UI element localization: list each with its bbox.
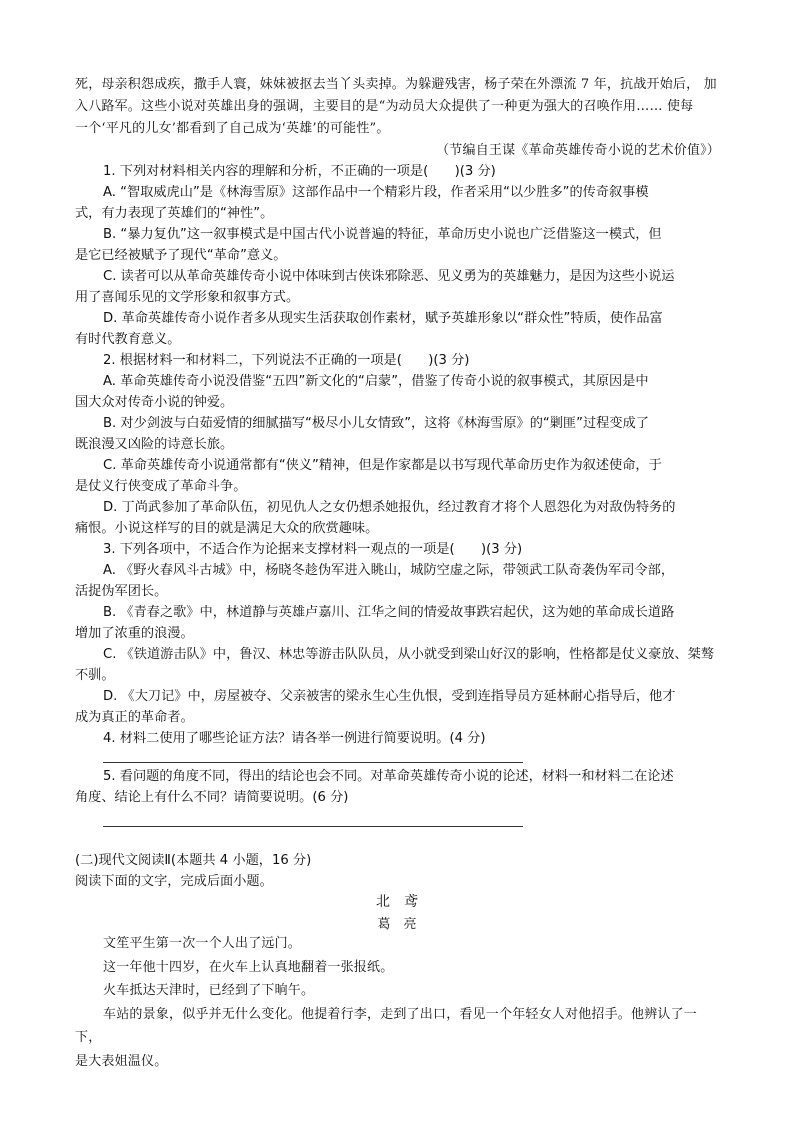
question-4-stem: 4. 材料二使用了哪些论证方法？请各举一例进行简要说明。(4 分) [103,731,486,746]
q1-option-c-cont: 用了喜闻乐见的文学形象和叙事方式。 [75,290,300,305]
section-2-instruction: 阅读下面的文字，完成后面小题。 [75,874,273,889]
question-5-stem-cont: 角度、结论上有什么不同？请简要说明。(6 分) [75,790,349,805]
excerpt-passage [75,74,720,162]
excerpt-source: （节编自王谋《革命英雄传奇小说的艺术价值》） [436,143,720,158]
passage-title: 北 鸢 [376,894,418,910]
passage-paragraph: 火车抵达天津时，已经到了下晌午。 [103,983,315,998]
question-5-stem: 5. 看问题的角度不同，得出的结论也会不同。对革命英雄传奇小说的论述，材料一和材料二在论述 [103,769,674,784]
question-1-stem: 1. 下列对材料相关内容的理解和分析，不正确的一项是( )(3 分) [103,164,496,179]
question-block [75,161,720,749]
q1-option-b: B. “暴力复仇”这一叙事模式是中国古代小说普遍的特征，革命历史小说也广泛借鉴这一模式，但 [103,227,662,242]
q2-option-b: B. 对少剑波与白茹爱情的细腻描写“极尽小儿女情致”，这将《林海雪原》的“剿匪”过程变成了 [103,416,649,431]
q1-option-d: D. 革命英雄传奇小说作者多从现实生活获取创作素材，赋予英雄形象以“群众性”特质，使作品富 [103,311,663,326]
q1-option-a: A. “智取威虎山”是《林海雪原》这部作品中一个精彩片段，作者采用“以少胜多”的传奇叙事模 [103,185,649,200]
question-2-stem: 2. 根据材料一和材料二，下列说法不正确的一项是( )(3 分) [103,353,470,368]
q1-option-d-cont: 有时代教育意义。 [75,332,181,347]
q2-option-a: A. 革命英雄传奇小说没借鉴“五四”新文化的“启蒙”，借鉴了传奇小说的叙事模式，其原因是中 [103,374,649,389]
q3-option-a-cont: 活捉伪军团长。 [75,584,168,599]
excerpt-line: 入八路军。这些小说对英雄出身的强调，主要目的是“为动员大众提供了一种更为强大的召唤作用…… 使每 [75,99,694,114]
q2-option-b-cont: 既浪漫又凶险的诗意长旅。 [75,437,234,452]
passage-paragraph-cont: 是大表姐温仪。 [75,1053,168,1069]
q3-option-c: C. 《铁道游击队》中，鲁汉、林忠等游击队队员，从小就受到梁山好汉的影响，性格都是仗义豪放、桀骜 [103,647,715,662]
passage-paragraph: 这一年他十四岁，在火车上认真地翻着一张报纸。 [103,959,394,975]
passage-author: 葛 亮 [377,917,417,932]
section-2-header [75,850,720,892]
excerpt-line: 死，母亲积怨成疾，撒手人寰，妹妹被抠去当丫头卖掉。为躲避残害，杨子荣在外漂流 7 年，抗战开始后， 加 [75,77,717,92]
q2-option-d-cont: 痛恨。小说这样写的目的就是满足大众的欣赏趣味。 [75,521,379,536]
q2-option-d: D. 丁尚武参加了革命队伍，初见仇人之女仍想杀她报仇，经过教育才将个人恩怨化为对敌伪特务的 [103,500,676,515]
q3-option-a: A. 《野火春风斗古城》中，杨晓冬趁伪军进入眺山，城防空虚之际，带领武工队奇袭伪军司令部， [103,563,675,578]
q3-option-b: B. 《青春之歌》中，林道静与英雄卢嘉川、江华之间的情爱故事跌宕起伏，这为她的革命成长道路 [103,605,675,620]
question-3-stem: 3. 下列各项中，不适合作为论据来支撑材料一观点的一项是( )(3 分) [103,542,523,557]
q2-option-c: C. 革命英雄传奇小说通常都有“侠义”精神，但是作家都是以书写现代革命历史作为叙述使命，于 [103,458,662,473]
answer-line-q5[interactable] [103,826,523,827]
q3-option-d-cont: 成为真正的革命者。 [75,710,194,725]
answer-line-q4[interactable] [103,762,523,763]
q1-option-b-cont: 是它已经被赋予了现代“革命”意义。 [75,248,287,263]
excerpt-line: 一个‘平凡的儿女’都看到了自己成为‘英雄’的可能性”。 [75,121,390,136]
passage-paragraph: 车站的景象，似乎并无什么变化。他提着行李，走到了出口，看见一个年轻女人对他招手。他辨认了一下， [75,1006,698,1045]
q1-option-c: C. 读者可以从革命英雄传奇小说中体味到古侠诛邪除恶、见义勇为的英雄魅力，是因为这些小说运 [103,269,675,284]
q3-option-d: D. 《大刀记》中，房屋被夺、父亲被害的梁永生心生仇恨，受到连指导员方延林耐心指导后，他才 [103,689,676,704]
q3-option-b-cont: 增加了浓重的浪漫。 [75,626,194,641]
q2-option-a-cont: 国大众对传奇小说的钟爱。 [75,395,234,410]
q2-option-c-cont: 是仗义行侠变成了革命斗争。 [75,479,247,494]
section-2-heading: (二)现代文阅读Ⅱ(本题共 4 小题，16 分) [75,853,312,868]
passage-body [75,932,720,1073]
q3-option-c-cont: 不驯。 [75,668,115,683]
question-5-block [75,766,720,808]
q1-option-a-cont: 式，有力表现了英雄们的“神性”。 [75,206,274,221]
passage-paragraph: 文笙平生第一次一个人出了远门。 [103,936,302,951]
